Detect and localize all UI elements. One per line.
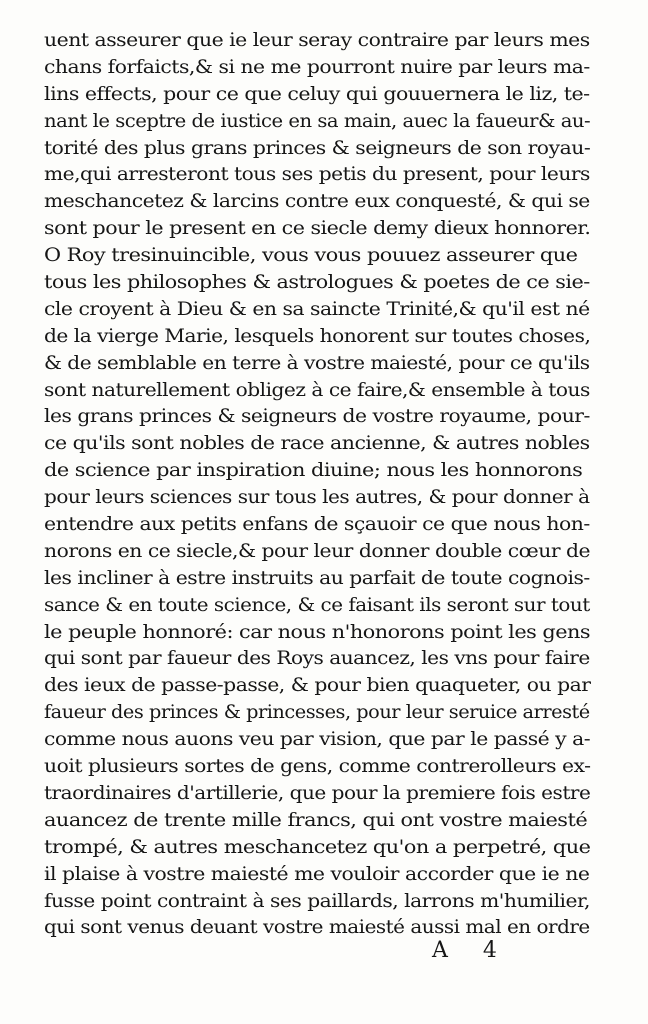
text-line: meschancetez & larcins contre eux conquesté, & qui se bbox=[44, 191, 590, 213]
text-line: chans forfaicts,& si ne me pourront nuire par leurs ma- bbox=[44, 56, 590, 78]
text-line: ce qu'ils sont nobles de race ancienne, & autres nobles bbox=[44, 433, 590, 455]
text-line: torité des plus grans princes & seigneurs de son royau- bbox=[44, 137, 591, 159]
text-line: les incliner à estre instruits au parfait de toute cognois- bbox=[44, 567, 590, 589]
text-line: traordinaires d'artillerie, que pour la premiere fois estre bbox=[44, 782, 591, 804]
text-line: tous les philosophes & astrologues & poetes de ce sie- bbox=[44, 272, 590, 294]
text-line: qui sont venus deuant vostre maiesté aussi mal en ordre bbox=[44, 917, 590, 939]
signature-mark: A 4 bbox=[432, 938, 511, 963]
text-line: auancez de trente mille francs, qui ont vostre maiesté bbox=[44, 809, 588, 831]
text-line: uent asseurer que ie leur seray contraire par leurs mes bbox=[44, 30, 590, 51]
text-line: & de semblable en terre à vostre maiesté, pour ce qu'ils bbox=[44, 352, 590, 374]
text-line: norons en ce siecle,& pour leur donner double cœur de bbox=[44, 540, 591, 562]
text-line: trompé, & autres meschancetez qu'on a perpetré, que bbox=[44, 836, 591, 858]
text-line: fusse point contraint à ses paillards, larrons m'humilier, bbox=[44, 890, 590, 912]
text-line: des ieux de passe-passe, & pour bien quaqueter, ou par bbox=[44, 675, 591, 697]
text-line: de science par inspiration diuine; nous les honnorons bbox=[44, 460, 583, 482]
text-line: sont pour le present en ce siecle demy dieux honnorer. bbox=[44, 218, 591, 240]
body-text bbox=[44, 28, 590, 942]
text-line: O Roy tresinuincible, vous vous pouuez asseurer que bbox=[44, 245, 578, 267]
text-line: uoit plusieurs sortes de gens, comme contrerolleurs ex- bbox=[44, 756, 591, 778]
text-line: pour leurs sciences sur tous les autres, & pour donner à bbox=[44, 487, 590, 509]
text-line: il plaise à vostre maiesté me vouloir accorder que ie ne bbox=[44, 863, 590, 885]
text-line: me,qui arresteront tous ses petis du present, pour leurs bbox=[44, 164, 590, 186]
text-line: de la vierge Marie, lesquels honorent sur toutes choses, bbox=[44, 325, 591, 347]
text-line: entendre aux petits enfans de sçauoir ce que nous hon- bbox=[44, 514, 590, 536]
text-line: cle croyent à Dieu & en sa saincte Trinité,& qu'il est né bbox=[44, 298, 590, 320]
text-line: nant le sceptre de iustice en sa main, auec la faueur& au- bbox=[44, 110, 591, 132]
text-line: qui sont par faueur des Roys auancez, les vns pour faire bbox=[44, 648, 590, 670]
text-line: les grans princes & seigneurs de vostre royaume, pour- bbox=[44, 406, 590, 428]
text-line: le peuple honnoré: car nous n'honorons point les gens bbox=[44, 621, 591, 643]
text-line: lins effects, pour ce que celuy qui gouuernera le liz, te- bbox=[44, 83, 590, 105]
text-line: comme nous auons veu par vision, que par le passé y a- bbox=[44, 729, 591, 751]
text-line: sont naturellement obligez à ce faire,& ensemble à tous bbox=[44, 379, 590, 401]
text-line: faueur des princes & princesses, pour leur seruice arresté bbox=[44, 702, 590, 724]
text-line: sance & en toute science, & ce faisant ils seront sur tout bbox=[44, 594, 590, 616]
